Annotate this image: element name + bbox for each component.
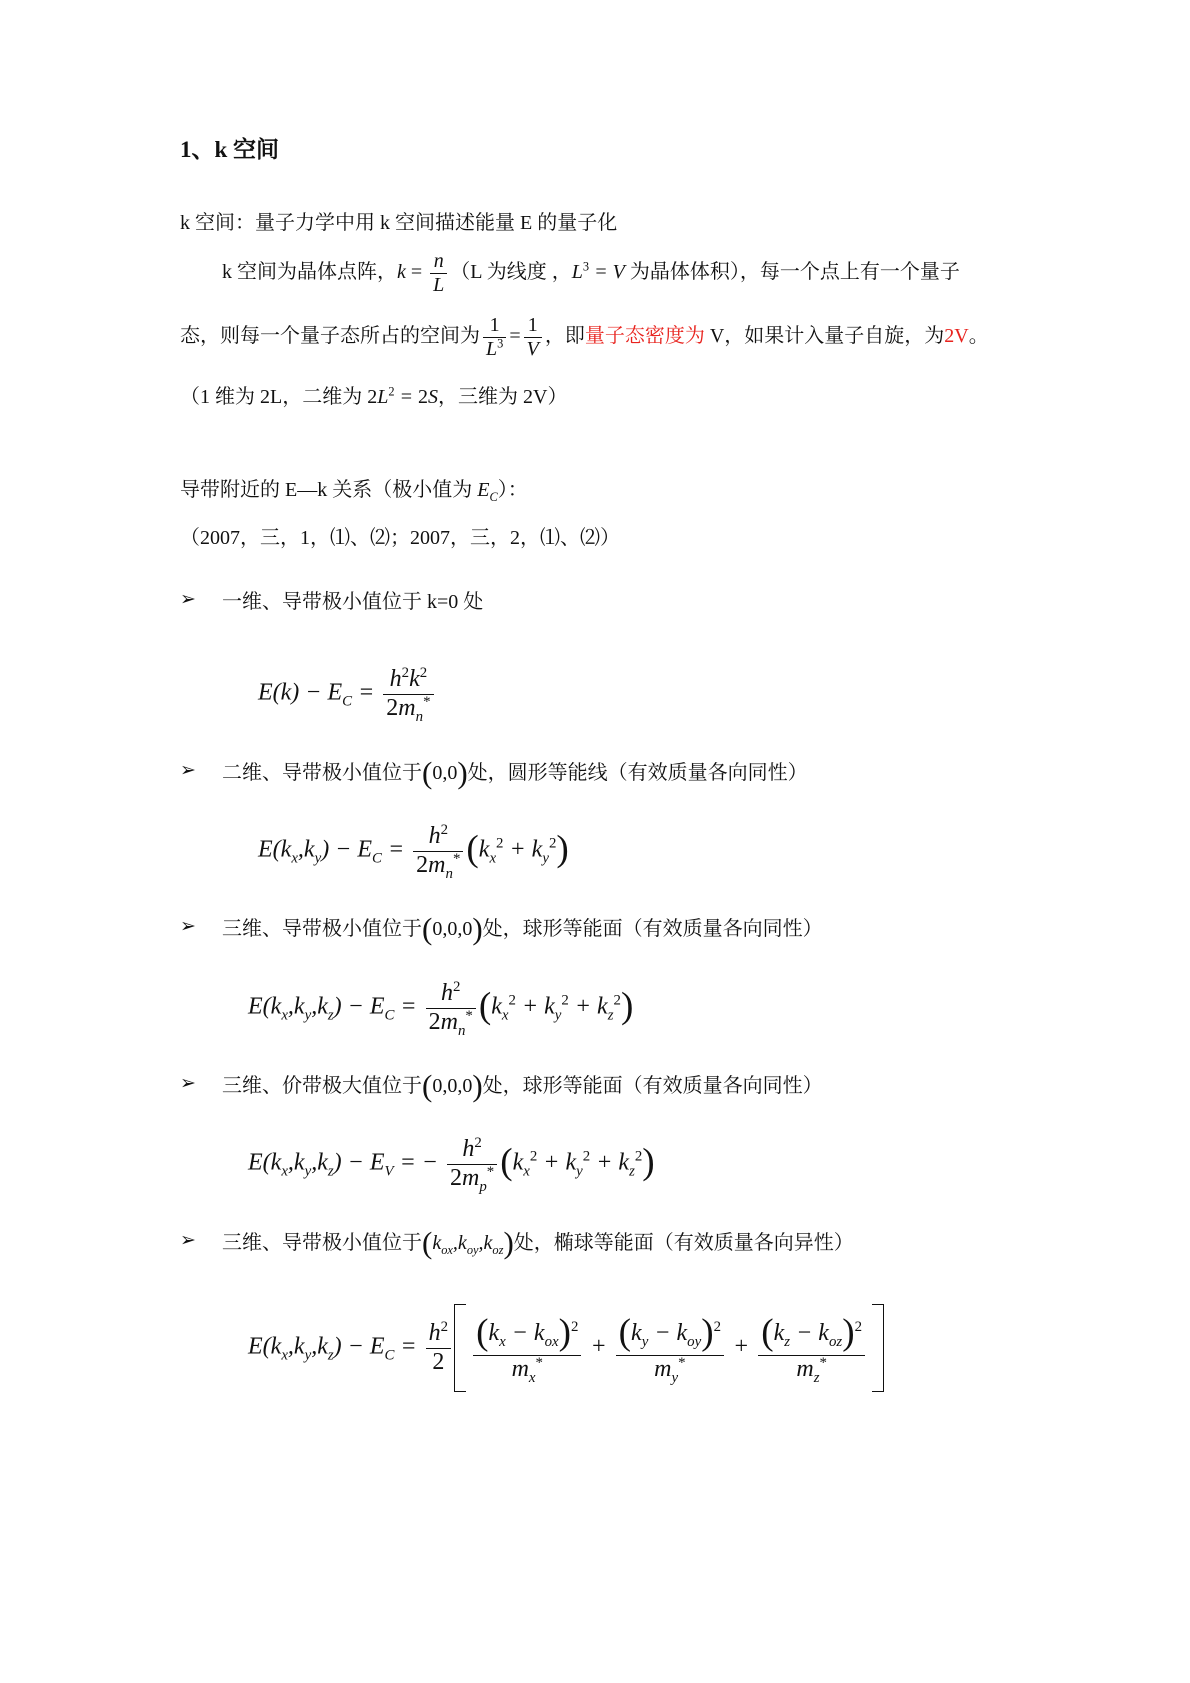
- equation-3d-valence: $E(k_x,k_y,k_z) - E_V$ = − $\frac{h^2}{2m_p^*}$ $(k_x^2 + k_y^2 + k_z^2)$: [248, 1135, 655, 1195]
- highlight-state-density: 量子态密度为: [584, 325, 705, 348]
- bullet-2d-text-pre: 二维、导带极小值位于: [222, 762, 422, 784]
- lattice-text-mid: （L 为线度 ，: [450, 261, 572, 284]
- equation-1d-conduction: $E(k) - E_C$ = $\frac{h^2k^2}{2m_n^*}$: [258, 666, 437, 722]
- paragraph-e-k-relation: [180, 476, 528, 504]
- bullet-2d-text-post: 处，圆形等能线（有效质量各向同性）: [467, 762, 808, 784]
- bullet-ellipsoid-text-pre: 三维、导带极小值位于: [222, 1232, 422, 1254]
- bullet-3d-text-pre: 三维、导带极小值位于: [222, 918, 422, 940]
- formula-one-over-v: $\frac{1}{V}$: [524, 314, 542, 361]
- bullet-3d-valence: 三维、价带极大值位于(0,0,0)处，球形等能面（有效质量各向同性）: [222, 1068, 823, 1103]
- dimensions-text-post: ，三维为 2V）: [438, 386, 568, 408]
- bullet-valence-text-post: 处，球形等能面（有效质量各向同性）: [482, 1075, 823, 1097]
- equation-2d-conduction: $E(k_x,k_y) - E_C$ = $\frac{h^2}{2m_n^*}$ $(k_x^2 + k_y^2)$: [258, 822, 569, 882]
- bullet-icon: ➢: [180, 588, 196, 610]
- formula-one-over-l-cubed: $\frac{1}{L^3}$: [483, 314, 506, 361]
- state-text-mid: ，即: [544, 325, 585, 348]
- highlight-2v: 2V: [944, 325, 969, 348]
- paragraph-state-volume: 态，则每一个量子态所占的空间为 $\frac{1}{L^3}$ = $\frac{1}{V}$ ，即量子态密度为 V，如果计入量子自旋，为2V。: [180, 314, 989, 360]
- formula-k-equals-n-over-l: k: [397, 261, 406, 284]
- bullet-icon: ➢: [180, 759, 196, 781]
- formula-l-cubed-equals-v: $L^3 = V$: [571, 259, 625, 284]
- lattice-text-post: 为晶体体积），每一个点上有一个量子: [624, 261, 960, 284]
- state-text-end: 。: [968, 325, 989, 348]
- paragraph-exam-reference: （2007，三，1，⑴、⑵；2007，三，2，⑴、⑵）: [180, 527, 620, 549]
- e-k-text-post: ）：: [497, 479, 528, 501]
- paragraph-dimensions: [180, 383, 568, 411]
- bullet-3d-text-post: 处，球形等能面（有效质量各向同性）: [482, 918, 823, 940]
- bullet-ellipsoid-text-post: 处，椭球等能面（有效质量各向异性）: [513, 1232, 854, 1254]
- lattice-text-pre: k 空间为晶体点阵，: [222, 261, 397, 284]
- bullet-3d-conduction: 三维、导带极小值位于(0,0,0)处，球形等能面（有效质量各向同性）: [222, 911, 823, 946]
- bullet-icon: ➢: [180, 1072, 196, 1094]
- formula-ec: $E_C$: [477, 479, 498, 504]
- state-text-post: V，如果计入量子自旋，为: [704, 325, 945, 348]
- dimensions-text-pre: （1 维为 2L，二维为: [180, 386, 368, 408]
- bullet-3d-ellipsoid: 三维、导带极小值位于$(k_{ox},k_{oy},k_{oz})$处，椭球等能面（有效质量各向异性）: [222, 1225, 854, 1260]
- equation-3d-ellipsoid: $E(k_x,k_y,k_z) - E_C$ = $\frac{h^2}{2}$ $\frac{(k_x - k_{ox})^2}{m_x^*}$ + $\frac{(k_y - k_{oy})^2}{m_y^*}$ + $\frac{(k_z - k_{oz})^2}{m_z^*}$: [248, 1304, 884, 1392]
- formula-2l-squared-equals-2s: $2L^2 = 2S$: [367, 384, 439, 408]
- state-text-pre: 态，则每一个量子态所占的空间为: [180, 325, 480, 348]
- bullet-1d-conduction: 一维、导带极小值位于 k=0 处: [222, 591, 484, 613]
- paragraph-k-space-lattice: k 空间为晶体点阵，k = $\frac{n}{L}$ （L 为线度 ，$L^3 = V$ 为晶体体积），每一个点上有一个量子: [222, 250, 960, 296]
- bullet-valence-text-pre: 三维、价带极大值位于: [222, 1075, 422, 1097]
- equation-3d-conduction: $E(k_x,k_y,k_z) - E_C$ = $\frac{h^2}{2m_n^*}$ $(k_x^2 + k_y^2 + k_z^2)$: [248, 979, 634, 1039]
- bullet-2d-conduction: 二维、导带极小值位于(0,0)处，圆形等能线（有效质量各向同性）: [222, 755, 808, 790]
- bullet-icon: ➢: [180, 1229, 196, 1251]
- e-k-text-pre: 导带附近的 E—k 关系（极小值为: [180, 479, 478, 501]
- paragraph-k-space-intro: k 空间：量子力学中用 k 空间描述能量 E 的量子化: [180, 212, 618, 234]
- bullet-icon: ➢: [180, 915, 196, 937]
- section-title: 1、k 空间: [180, 137, 280, 162]
